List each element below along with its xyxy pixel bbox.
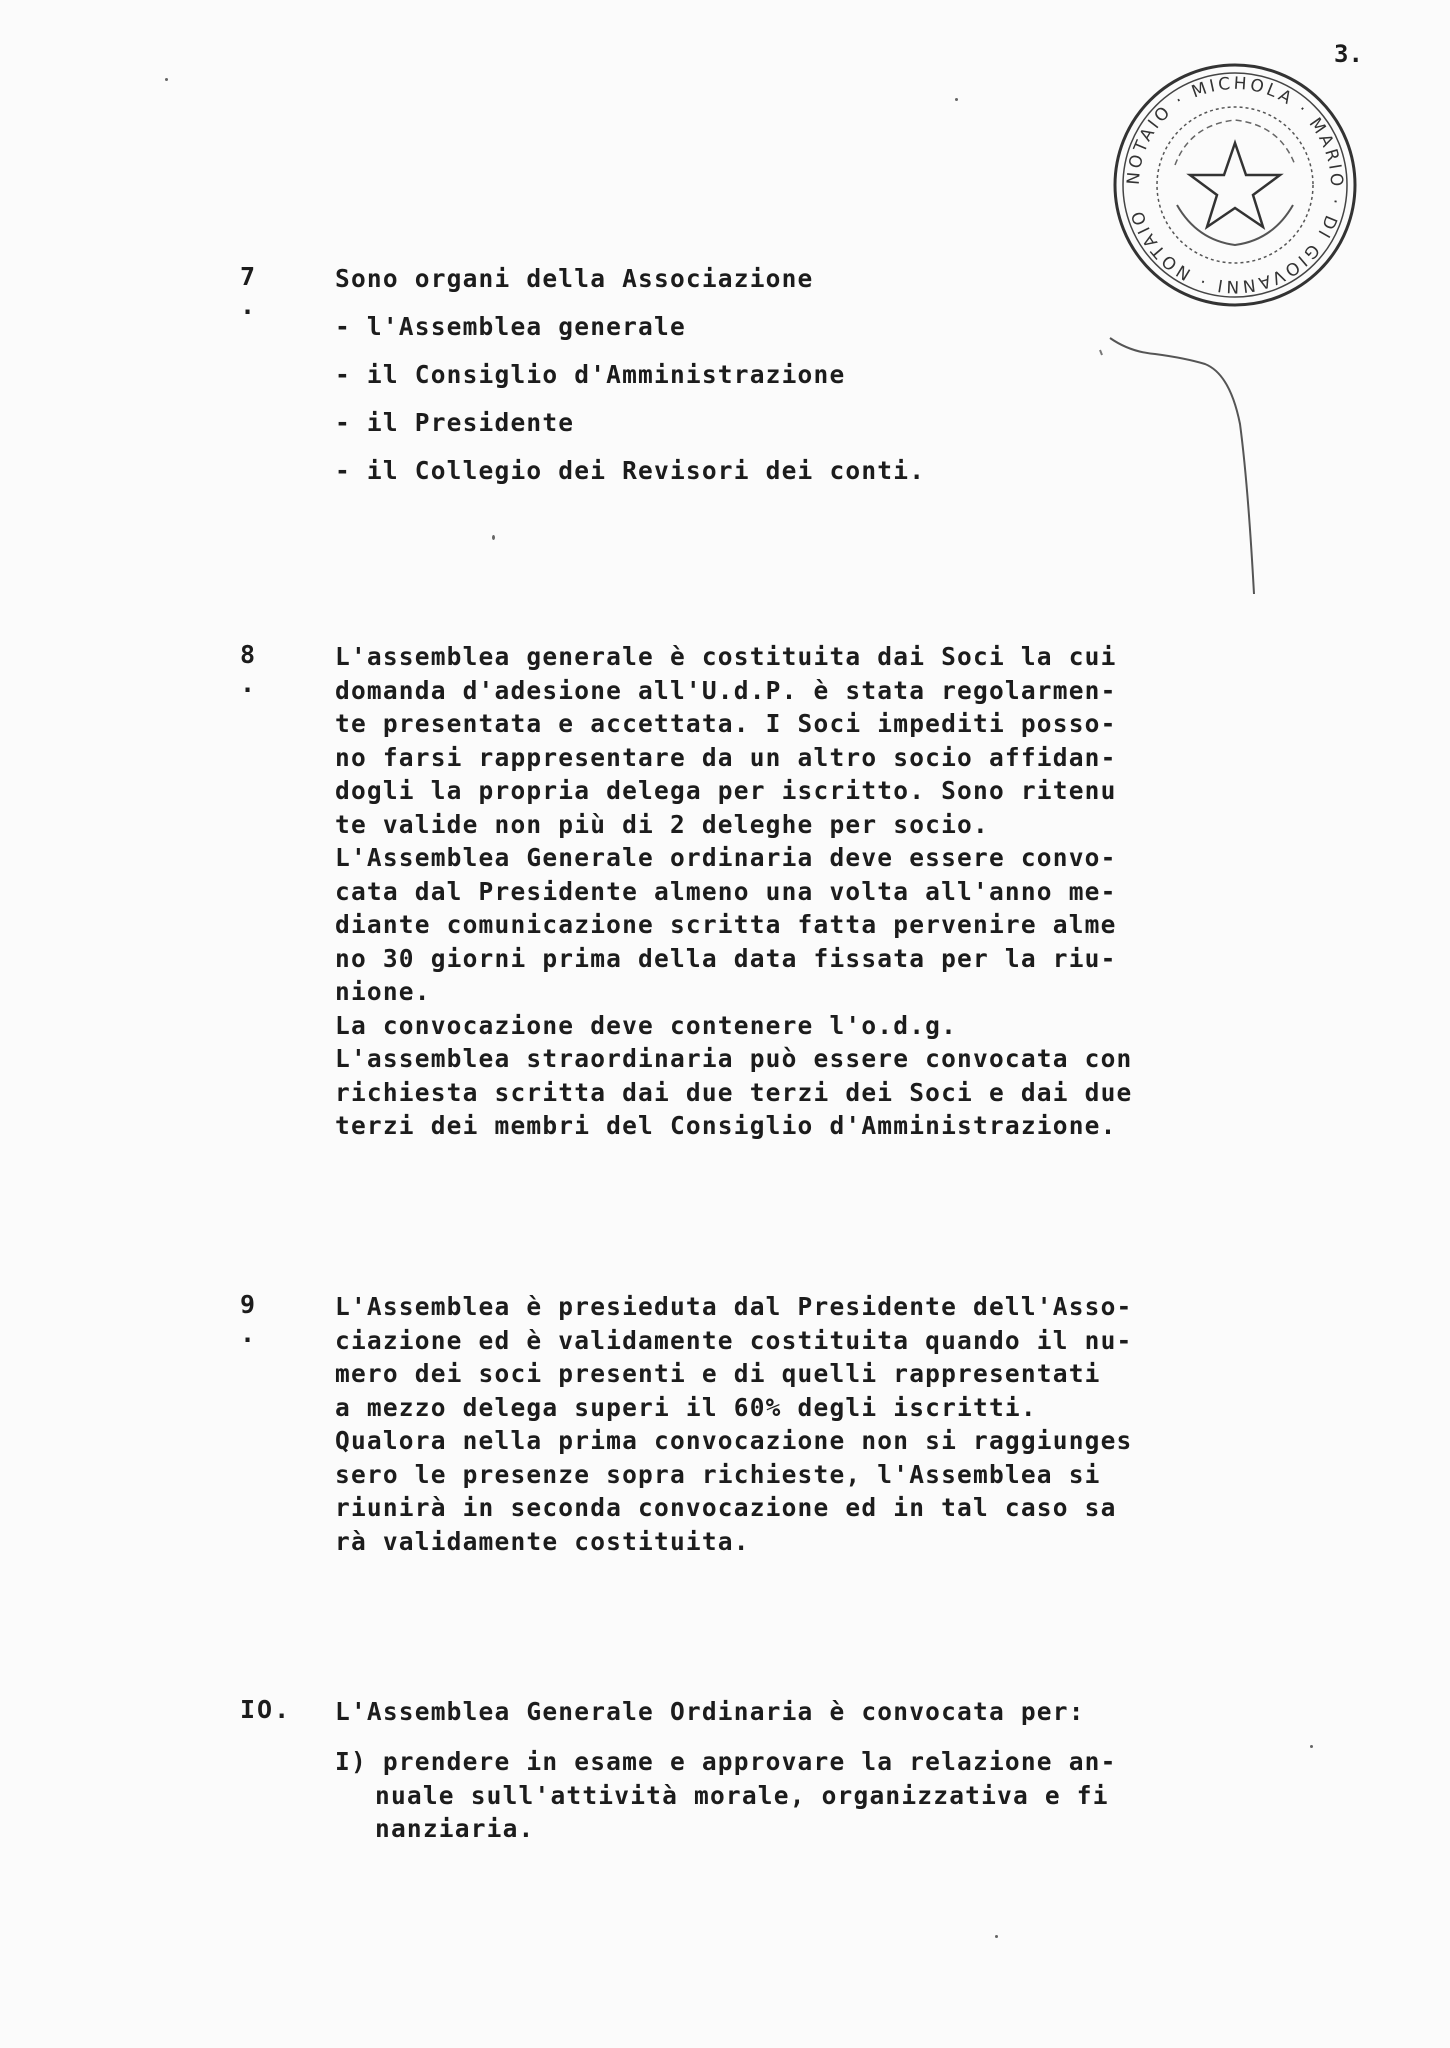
- article-line: I) prendere in esame e approvare la relazione an-: [335, 1747, 1117, 1776]
- article-number: 8 .: [240, 640, 258, 698]
- article-line: Sono organi della Associazione: [335, 264, 814, 293]
- article-line: domanda d'adesione all'U.d.P. è stata regolarmen-: [335, 675, 1117, 705]
- article-line: rà validamente costituita.: [335, 1526, 750, 1556]
- scan-speck: [995, 1935, 998, 1938]
- article-number: IO.: [240, 1695, 292, 1724]
- article-line: L'Assemblea Generale Ordinaria è convocata per:: [335, 1697, 1085, 1726]
- article-number: 7 .: [240, 262, 258, 320]
- article-line: riunirà in seconda convocazione ed in tal caso sa: [335, 1493, 1117, 1522]
- article-line: mero dei soci presenti e di quelli rappresentati: [335, 1359, 1101, 1388]
- article-line: L'Assemblea è presieduta dal Presidente dell'Asso-: [335, 1292, 1133, 1321]
- article-line: La convocazione deve contenere l'o.d.g.: [335, 1010, 958, 1040]
- list-item: - il Consiglio d'Amministrazione: [335, 360, 846, 389]
- list-item: [335, 1745, 1295, 1846]
- article-line: richiesta scritta dai due terzi dei Soci e dai due: [335, 1077, 1133, 1107]
- article-line: L'Assemblea Generale ordinaria deve essere convo-: [335, 843, 1117, 872]
- article-line: Qualora nella prima convocazione non si raggiunges: [335, 1426, 1133, 1455]
- article-line: nuale sull'attività morale, organizzativa e fi: [375, 1780, 1109, 1810]
- article-line: L'assemblea generale è costituita dai Soci la cui: [335, 642, 1117, 671]
- article-body: [335, 1290, 1295, 1558]
- article-line: dogli la propria delega per iscritto. Sono ritenu: [335, 776, 1117, 805]
- article-line: no 30 giorni prima della data fissata per la riu-: [335, 943, 1117, 973]
- article-line: cata dal Presidente almeno una volta all'anno me-: [335, 876, 1117, 906]
- article-line: no farsi rappresentare da un altro socio affidan-: [335, 742, 1117, 772]
- article-line: diante comunicazione scritta fatta pervenire alme: [335, 910, 1117, 939]
- scan-speck: [492, 535, 495, 540]
- list-item: - il Presidente: [335, 408, 575, 437]
- scan-speck: [165, 78, 168, 81]
- scan-speck: [1310, 1745, 1313, 1748]
- article-body: [335, 1695, 1295, 1846]
- stamp-text: NOTAIO · MICHOLA · MARIO · DI GIOVANNI · NOTAIO: [1123, 73, 1347, 297]
- article-body: [335, 640, 1295, 1143]
- article-line: a mezzo delega superi il 60% degli iscritti.: [335, 1392, 1037, 1422]
- article-line: L'assemblea straordinaria può essere convocata con: [335, 1044, 1133, 1073]
- article-line: terzi dei membri del Consiglio d'Amministrazione.: [335, 1111, 1117, 1140]
- article-line: nione.: [335, 977, 431, 1006]
- article-line: ciazione ed è validamente costituita quando il nu-: [335, 1325, 1133, 1355]
- article-line: nanziaria.: [375, 1814, 535, 1843]
- article-body: [335, 262, 1295, 502]
- article-number: 9 .: [240, 1290, 258, 1348]
- page-number: 3.: [1334, 40, 1363, 68]
- list-item: - il Collegio dei Revisori dei conti.: [335, 456, 926, 485]
- article-line: te presentata e accettata. I Soci impediti posso-: [335, 709, 1117, 738]
- scan-speck: [955, 98, 958, 101]
- list-item: - l'Assemblea generale: [335, 312, 686, 341]
- article-line: te valide non più di 2 deleghe per socio.: [335, 809, 989, 839]
- article-line: sero le presenze sopra richieste, l'Assemblea si: [335, 1459, 1101, 1489]
